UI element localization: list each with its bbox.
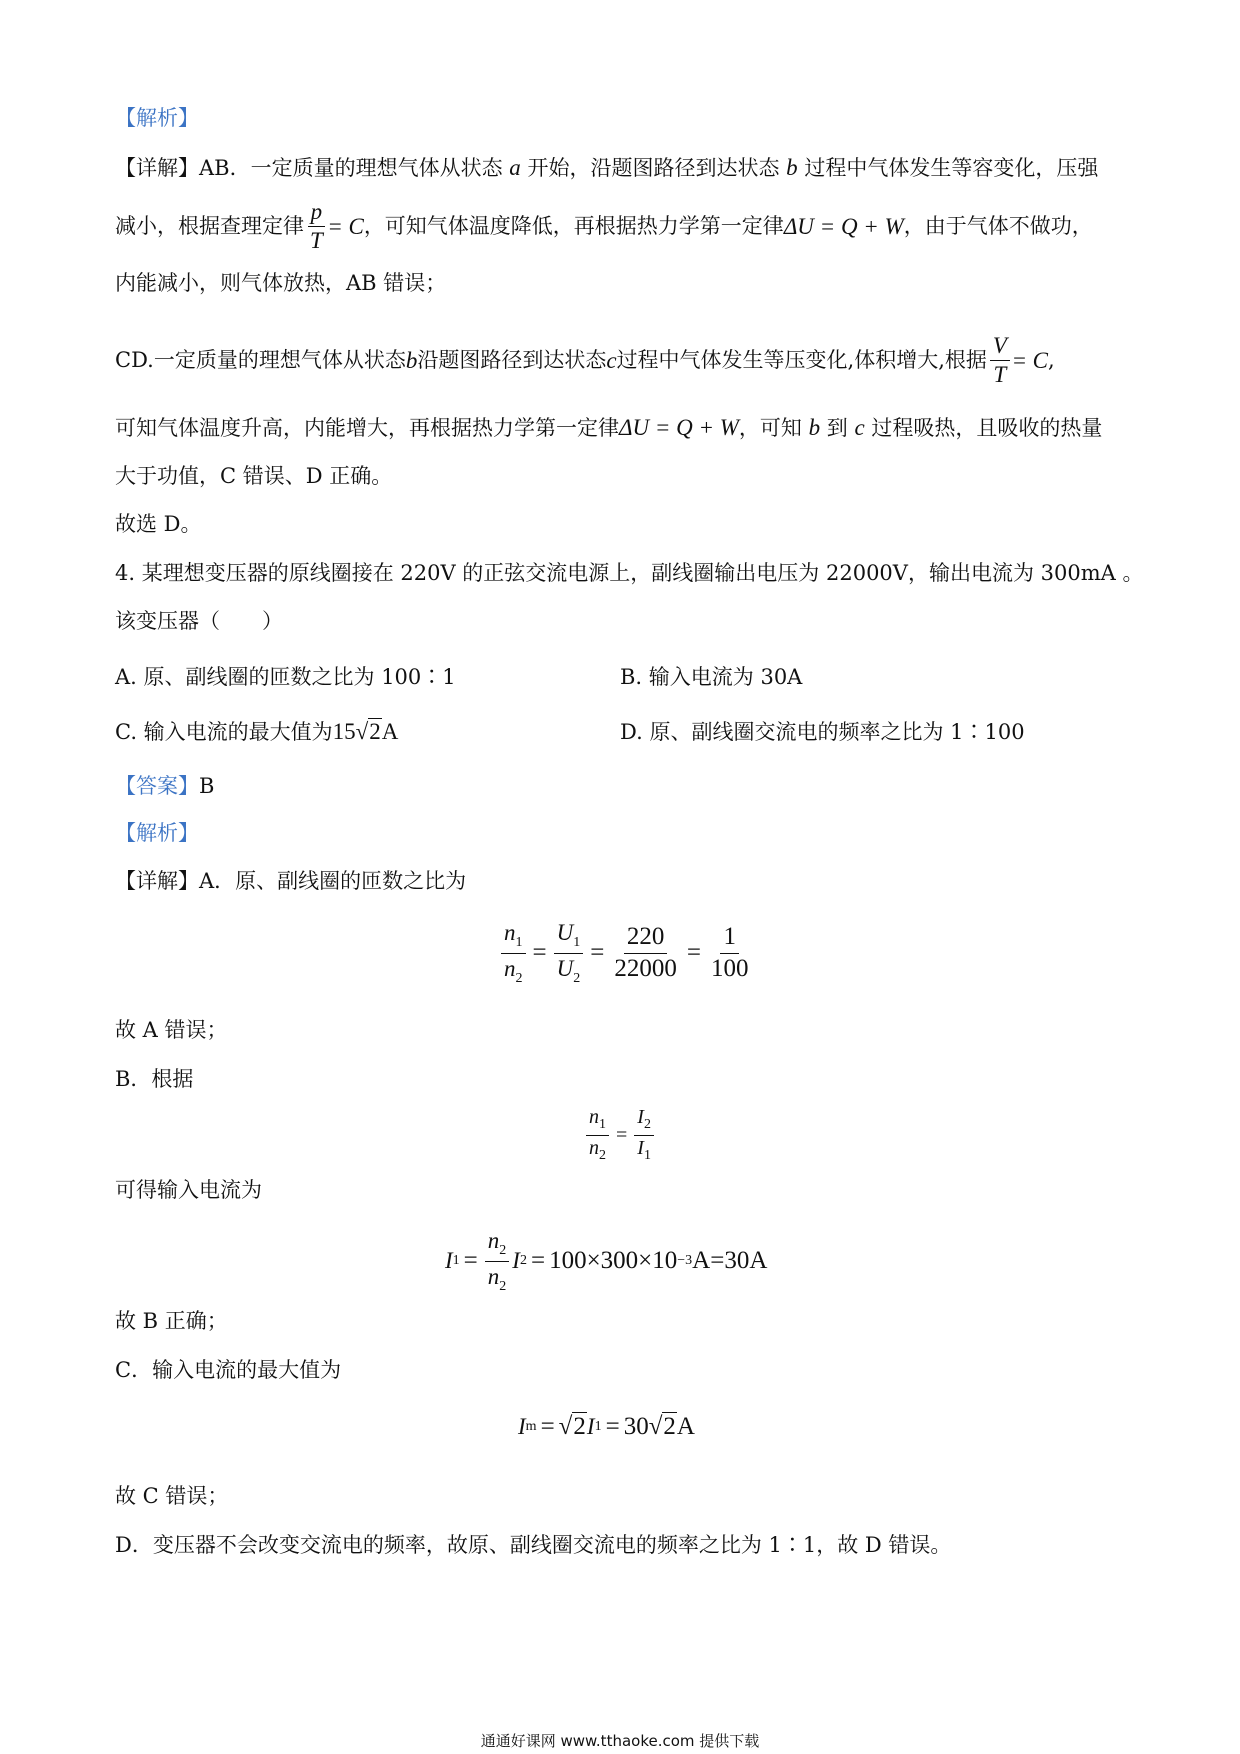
sub: 2 [643, 1117, 651, 1132]
var-c: c [606, 348, 617, 374]
c-max-is: C．输入电流的最大值为 [115, 1358, 342, 1382]
text: ，由于气体不做功， [903, 214, 1093, 239]
U: U [556, 955, 574, 981]
var-b: b [786, 155, 798, 180]
numerator: V [990, 334, 1010, 361]
sub: 2 [599, 1147, 606, 1163]
calc: 100×300×10 [549, 1247, 678, 1275]
detail-cd-line-1: CD.一定质量的理想气体从状态 b 沿题图路径到达状态 c 过程中气体发生等压变化,体积增大,根据 $\frac{V}{T}$ = C , [115, 333, 1055, 388]
radicand: 2 [573, 1413, 586, 1440]
I: I [518, 1414, 526, 1439]
n: n [487, 1263, 500, 1289]
option-b: B. 输入电流为 30A [620, 665, 803, 689]
text: CD.一定质量的理想气体从状态 [115, 348, 406, 373]
exponent: −3 [677, 1253, 693, 1269]
fraction-p-over-T [307, 200, 326, 253]
turns-ratio-equation [498, 920, 754, 986]
option-d: D. 原、副线圈交流电的频率之比为 1∶100 [620, 720, 1025, 744]
analysis-label: 【解析】 [115, 821, 199, 845]
c-wrong: 故 C 错误； [115, 1484, 229, 1508]
option-a: A. 原、副线圈的匝数之比为 100∶1 [115, 665, 456, 689]
footer: 通通好课网 www.tthaoke.com 提供下载 [480, 1732, 760, 1750]
text: 减小，根据查理定律 [115, 214, 304, 239]
b-basis: B．根据 [115, 1067, 194, 1091]
text: 过程吸热，且吸收的热量 [864, 416, 1103, 440]
equals: = [530, 1247, 546, 1275]
numerator: 1 [720, 924, 739, 953]
I: I [512, 1248, 520, 1274]
sub: 2 [499, 1278, 507, 1294]
numerator: 220 [624, 924, 668, 953]
answer-line [115, 776, 214, 797]
I: I [637, 1106, 644, 1128]
fraction-1-100 [708, 924, 752, 982]
text: 开始，沿题图路径到达状态 [520, 156, 787, 180]
choose-answer: 故选 D。 [115, 512, 202, 536]
text: 可知气体温度升高，内能增大，再根据热力学第一定律 [115, 416, 619, 440]
max-current-equation: I m = √ 2 I 1 = 30 √ 2 A [518, 1413, 695, 1440]
radicand: 2 [369, 719, 381, 744]
denominator: T [310, 228, 323, 254]
text: C. 输入电流的最大值为 [115, 720, 333, 744]
var-a: a [509, 155, 521, 180]
sub: m [525, 1419, 537, 1434]
question-4-stem-2: 该变压器（ ） [115, 609, 283, 633]
equals: = [590, 939, 605, 967]
equals: = [616, 1123, 628, 1146]
const-C: C [348, 214, 364, 240]
sub: 2 [499, 1243, 507, 1258]
U: U [556, 920, 574, 945]
first-law-formula: ΔU = Q + W [783, 214, 904, 240]
first-law-formula: ΔU = Q + W [619, 415, 739, 440]
equals: = [532, 939, 547, 967]
denominator: 22000 [614, 954, 677, 982]
I: I [637, 1136, 644, 1159]
fraction-n1-n2 [586, 1107, 609, 1163]
detail-ab-line-3: 内能减小，则气体放热，AB 错误； [115, 271, 447, 295]
text: 过程中气体发生等压变化,体积增大,根据 [616, 348, 987, 373]
analysis-label: 【解析】 [115, 106, 199, 130]
n: n [589, 1136, 599, 1159]
unit: A [676, 1413, 695, 1440]
fraction-n1-n2 [501, 920, 526, 986]
text: 过程中气体发生等容变化，压强 [797, 156, 1099, 180]
I: I [586, 1414, 595, 1439]
text: 到 [820, 416, 855, 440]
var-b: b [405, 348, 418, 374]
result: A=30A [692, 1247, 768, 1275]
detail-cd-line-3: 大于功值，C 错误、D 正确。 [115, 464, 393, 488]
fraction-n2-n2 [485, 1228, 510, 1294]
denominator: T [993, 362, 1007, 388]
detail-a-line: 【详解】A．原、副线圈的匝数之比为 [115, 869, 467, 893]
option-c: C. 输入电流的最大值为15√2A [115, 719, 399, 744]
text: 【详解】AB．一定质量的理想气体从状态 [115, 156, 510, 180]
a-wrong: 故 A 错误； [115, 1018, 228, 1042]
detail-cd-line-2 [115, 416, 1102, 439]
radicand: 2 [663, 1413, 676, 1440]
coef: 30 [623, 1413, 649, 1440]
sub: 2 [515, 970, 523, 986]
const-C: C [1032, 348, 1048, 374]
I: I [445, 1248, 453, 1274]
detail-ab-line-2 [115, 200, 1093, 253]
equals: = [328, 214, 342, 240]
sub: 1 [573, 935, 581, 950]
unit: A [381, 719, 399, 744]
denominator: 100 [710, 954, 749, 982]
fraction-U1-U2 [554, 920, 584, 986]
sub: 1 [515, 935, 523, 950]
answer-value: B [199, 774, 215, 798]
equals: = [605, 1413, 620, 1440]
input-current-equation [445, 1228, 767, 1294]
ratio-n-I-equation [583, 1107, 657, 1163]
input-current-is: 可得输入电流为 [115, 1178, 262, 1202]
text: ，可知 [738, 416, 809, 440]
n: n [487, 1228, 500, 1253]
equals: = [463, 1247, 478, 1275]
fraction-220-22000 [611, 924, 680, 982]
answer-label: 【答案】 [115, 774, 199, 798]
n: n [504, 920, 516, 945]
text: ，可知气体温度降低，再根据热力学第一定律 [363, 214, 784, 239]
numerator: p [308, 200, 326, 227]
question-4-stem: 4. 某理想变压器的原线圈接在 220V 的正弦交流电源上，副线圈输出电压为 22000V，输出电流为 300mA 。 [115, 561, 1144, 585]
coef: 15 [332, 719, 356, 744]
n: n [589, 1106, 599, 1128]
sub: 2 [573, 970, 581, 986]
sub: 2 [519, 1253, 527, 1269]
b-correct: 故 B 正确； [115, 1309, 228, 1333]
var-c: c [854, 415, 865, 440]
sub: 1 [643, 1147, 651, 1163]
text: 沿题图路径到达状态 [417, 348, 607, 373]
sub: 1 [599, 1117, 606, 1132]
equals: = [686, 939, 701, 967]
fraction-V-over-T [990, 334, 1010, 387]
fraction-I2-I1 [634, 1107, 654, 1163]
equals: = [1012, 348, 1026, 374]
d-line: D．变压器不会改变交流电的频率，故原、副线圈交流电的频率之比为 1∶1，故 D 错误。 [115, 1533, 952, 1557]
var-b: b [808, 415, 821, 440]
sub: 1 [594, 1419, 602, 1434]
detail-ab-line-1 [115, 156, 1098, 179]
sub: 1 [452, 1253, 460, 1269]
n: n [504, 955, 516, 981]
equals: = [540, 1413, 555, 1440]
